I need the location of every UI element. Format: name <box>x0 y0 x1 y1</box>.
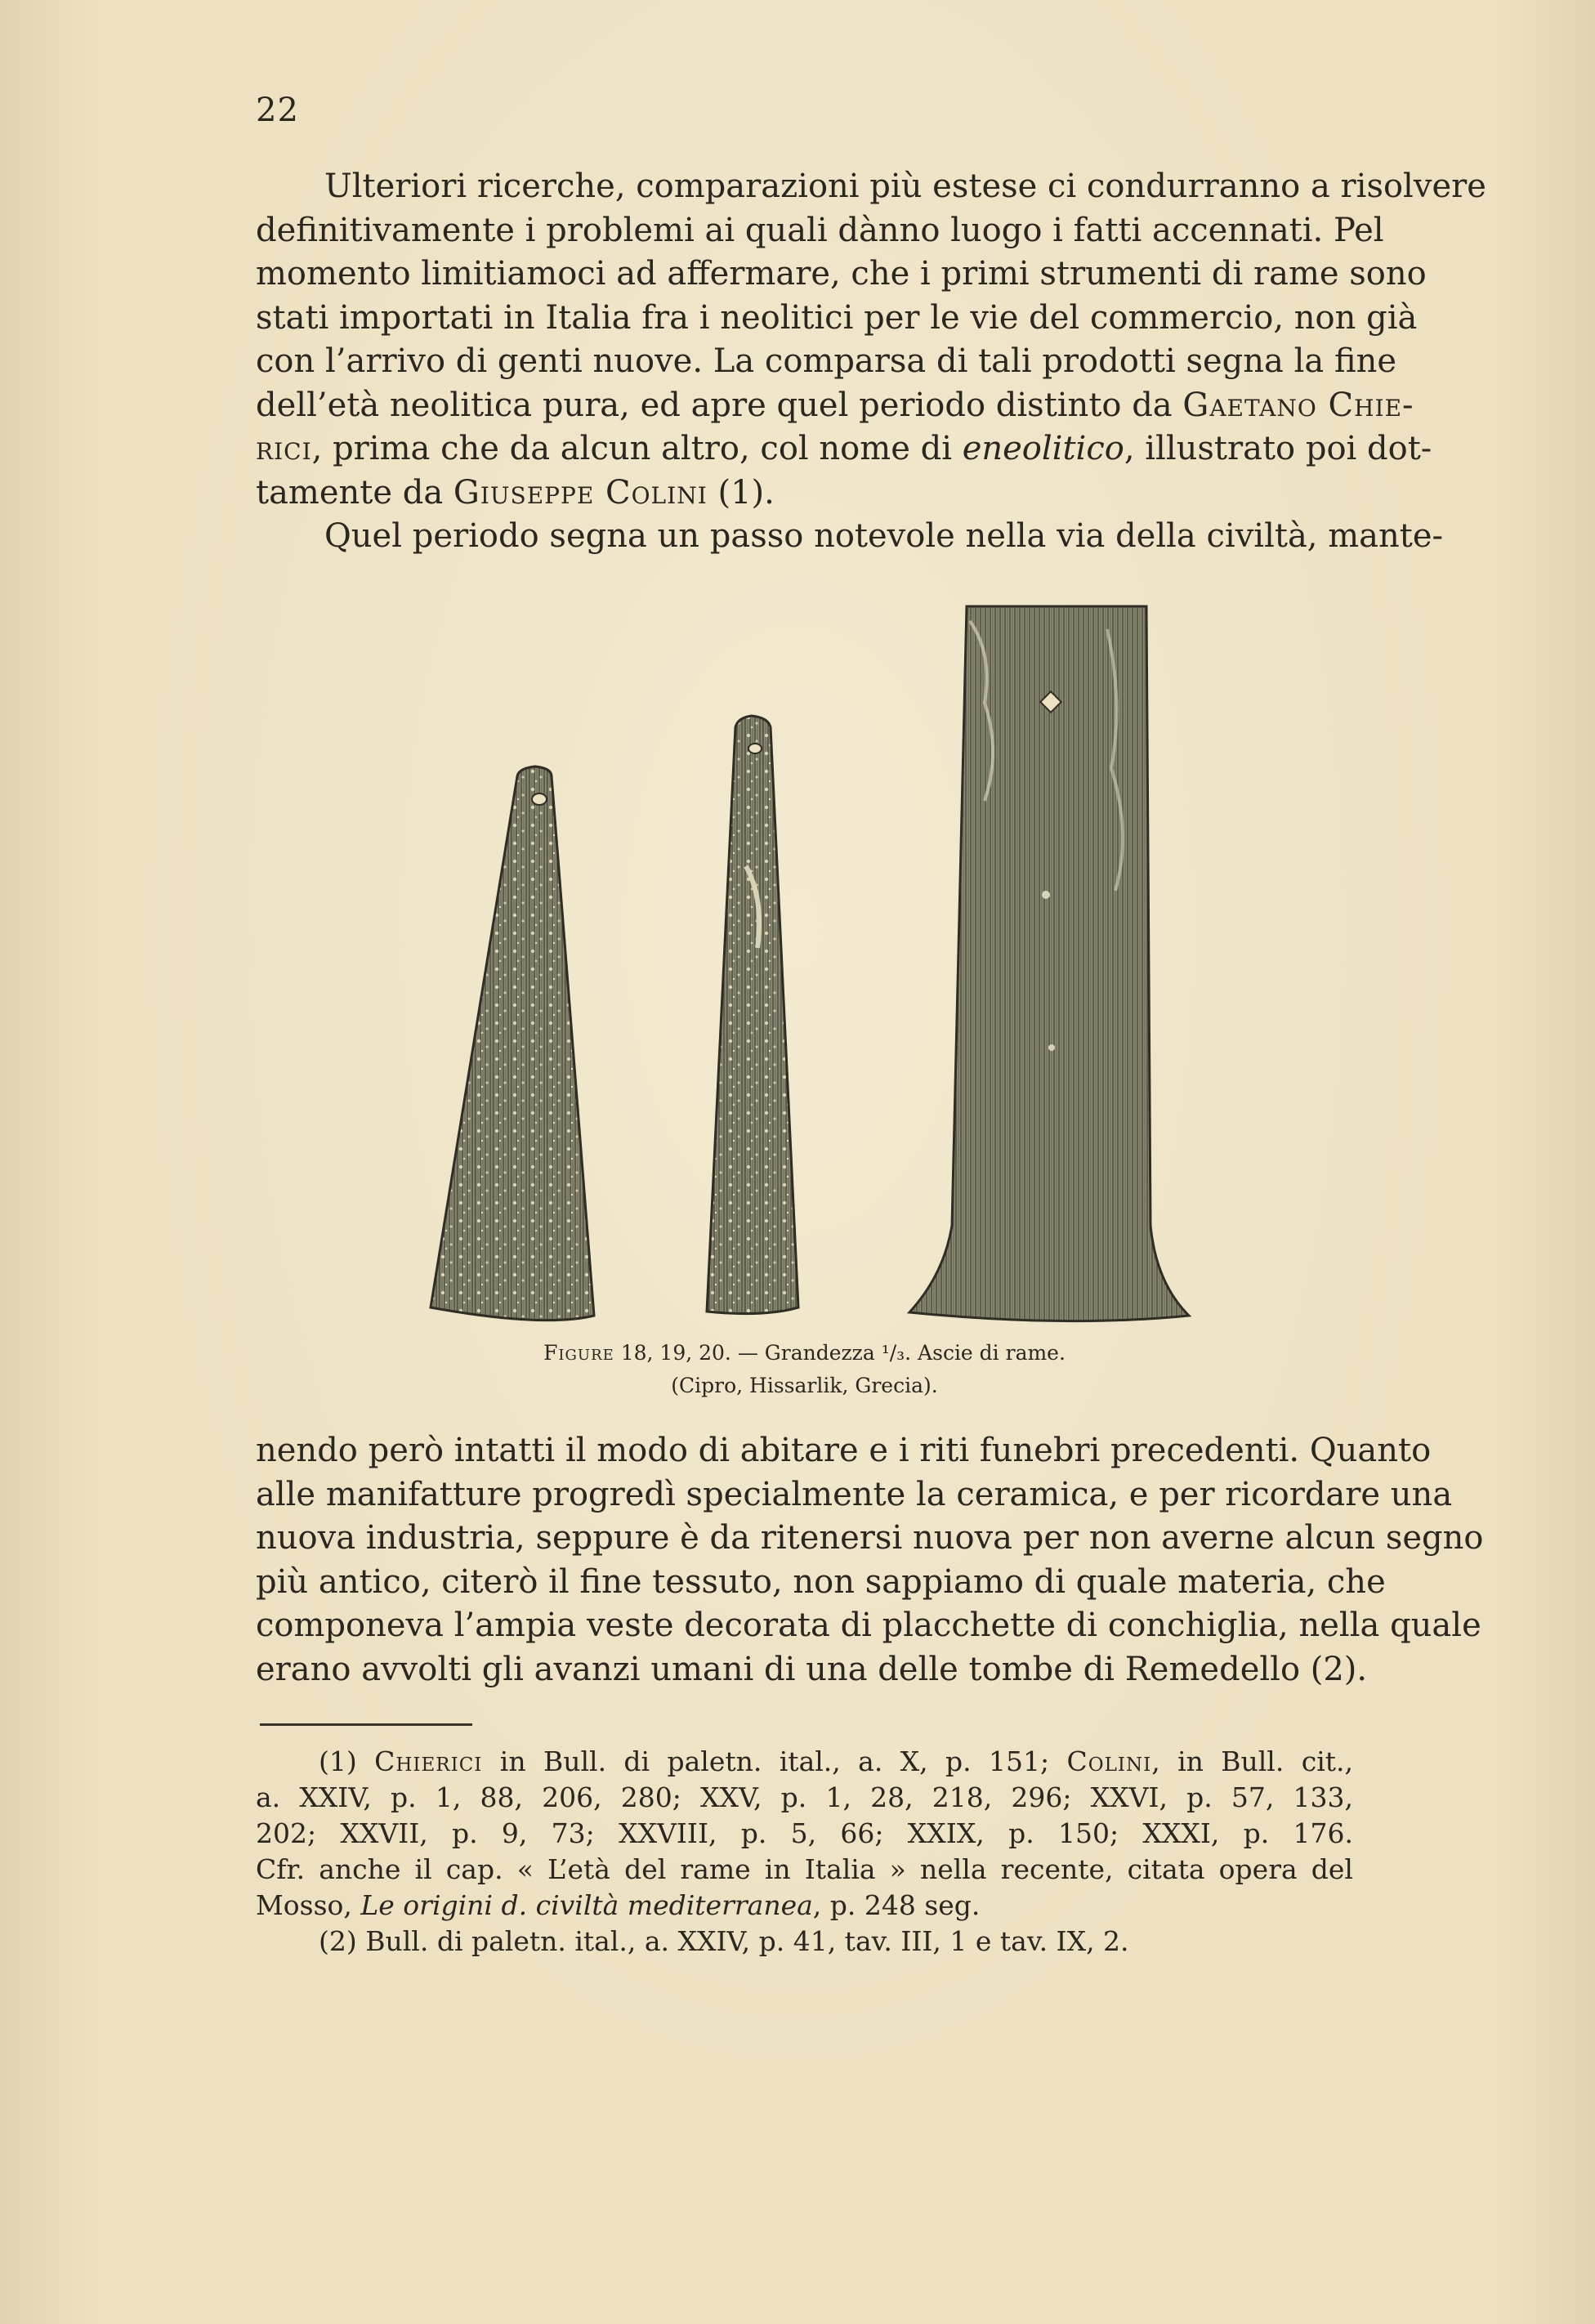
author-name-gaetano-chierici: Gaetano Chie- <box>1182 386 1414 424</box>
text-line: componeva l’ampia veste decorata di placchette di conchiglia, nella quale <box>256 1607 1481 1644</box>
axe-figure-19 <box>707 716 798 1314</box>
text-run: tamente da <box>256 473 453 512</box>
caption-text: 18, 19, 20. — Grandezza ¹/₃. Ascie di rame. <box>614 1341 1066 1365</box>
text-line <box>256 384 1414 428</box>
footnote-1-line: a. XXIV, p. 1, 88, 206, 280; XXV, p. 1, 28, 218, 296; XXVI, p. 57, 133, <box>256 1781 1353 1813</box>
text-line: nuova industria, seppure è da ritenersi nuova per non averne alcun segno <box>256 1519 1484 1557</box>
footnote-1-line <box>256 1888 1353 1924</box>
text-run: dell’età neolitica pura, ed apre quel periodo distinto da <box>256 386 1183 424</box>
text-run: , p. 248 seg. <box>812 1889 981 1921</box>
text-run: , prima che da alcun altro, col nome di <box>311 430 963 467</box>
italic-term-eneolitico: eneolitico <box>962 430 1124 467</box>
text-line: momento limitiamoci ad affermare, che i primi strumenti di rame sono <box>256 255 1427 293</box>
text-line: definitivamente i problemi ai quali dànno luogo i fatti accennati. Pel <box>256 211 1384 249</box>
italic-book-title: Le origini d. civiltà mediterranea <box>360 1889 813 1921</box>
figure-copper-axes <box>421 605 1197 1324</box>
text-run: in Bull. di paletn. ital., a. X, p. 151; <box>482 1745 1067 1777</box>
footnote-1-line <box>256 1744 1353 1780</box>
author-name-continuation: rici <box>256 430 312 467</box>
footnote-divider <box>260 1723 472 1726</box>
text-line <box>256 427 1432 472</box>
author-name-chierici: Chierici <box>374 1745 483 1777</box>
text-line: più antico, citerò il fine tessuto, non sappiamo di quale materia, che <box>256 1562 1386 1601</box>
page-number: 22 <box>256 92 299 129</box>
footnotes <box>256 1744 1353 1960</box>
footnote-1-line: 202; XXVII, p. 9, 73; XXVIII, p. 5, 66; XXIX, p. 150; XXXI, p. 176. <box>256 1817 1353 1849</box>
text-line: alle manifatture progredì specialmente la ceramica, e per ricordare una <box>256 1475 1453 1513</box>
text-run: , illustrato poi dot- <box>1124 430 1432 467</box>
text-line: nendo però intatti il modo di abitare e i riti funebri precedenti. Quanto <box>256 1432 1432 1469</box>
text-line: Quel periodo segna un passo notevole nella via della civiltà, mante- <box>324 517 1444 555</box>
text-run: (1) <box>319 1745 375 1777</box>
footnote-1-line: Cfr. anche il cap. « L’età del rame in Italia » nella recente, citata opera del <box>256 1853 1353 1885</box>
caption-label: Figure <box>543 1341 614 1365</box>
axes-illustration <box>421 605 1197 1324</box>
text-run: Mosso, <box>256 1889 361 1921</box>
text-line: Ulteriori ricerche, comparazioni più estese ci condurranno a risolvere <box>324 168 1486 205</box>
body-paragraph-1 <box>256 165 1486 559</box>
figure-caption-line-2: (Cipro, Hissarlik, Grecia). <box>671 1374 938 1397</box>
axe-figure-18 <box>431 766 594 1321</box>
text-line: con l’arrivo di genti nuove. La comparsa di tali prodotti segna la fine <box>256 342 1397 380</box>
author-name-colini: Colini <box>1066 1745 1152 1777</box>
text-run: , in Bull. cit., <box>1151 1745 1354 1777</box>
text-line <box>256 472 1353 516</box>
figure-caption <box>256 1337 1353 1370</box>
footnote-ref: (1). <box>707 473 775 512</box>
footnote-2: (2) Bull. di paletn. ital., a. XXIV, p. 41, tav. III, 1 e tav. IX, 2. <box>319 1925 1129 1957</box>
body-paragraph-2 <box>256 1429 1484 1692</box>
text-line: stati importati in Italia fra i neolitici per le vie del commercio, non già <box>256 298 1418 337</box>
axe-figure-20 <box>909 606 1189 1321</box>
text-line: erano avvolti gli avanzi umani di una delle tombe di Remedello (2). <box>256 1650 1368 1688</box>
author-name-giuseppe-colini: Giuseppe Colini <box>453 473 708 512</box>
